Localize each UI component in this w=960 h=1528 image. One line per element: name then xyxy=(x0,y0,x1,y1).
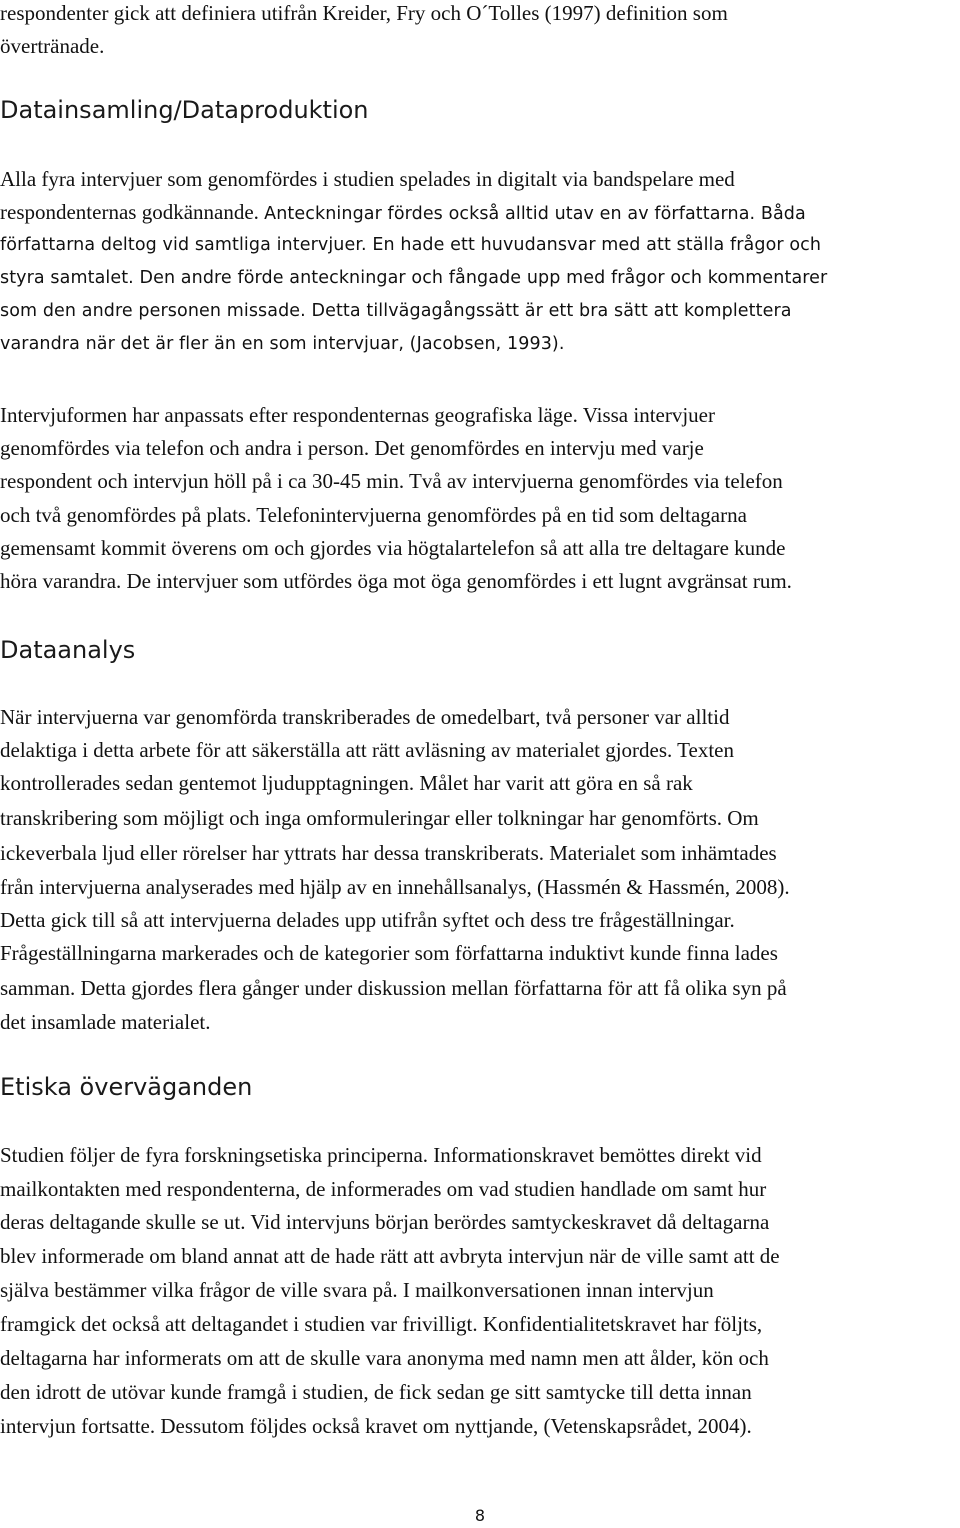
datainsamling-p2-line-3: respondent och intervjun höll på i ca 30-45 min. Två av intervjuerna genomfördes via telefon xyxy=(0,469,783,493)
etiska-line-4: blev informerade om bland annat att de hade rätt att avbryta intervjun när de ville samt att de xyxy=(0,1244,780,1268)
etiska-line-2: mailkontakten med respondenterna, de informerades om vad studien handlade om samt hur xyxy=(0,1177,767,1201)
etiska-line-8: den idrott de utövar kunde framgå i studien, de fick sedan ge sitt samtycke till detta innan xyxy=(0,1380,752,1404)
dataanalys-line-3: kontrollerades sedan gentemot ljudupptagningen. Målet har varit att göra en så rak xyxy=(0,771,693,795)
heading-datainsamling: Datainsamling/Dataproduktion xyxy=(0,96,369,124)
etiska-line-1: Studien följer de fyra forskningsetiska principerna. Informationskravet bemöttes direkt vid xyxy=(0,1143,762,1167)
heading-etiska-overvaganden: Etiska överväganden xyxy=(0,1073,253,1101)
intro-line-1: respondenter gick att definiera utifrån Kreider, Fry och O´Tolles (1997) definition som xyxy=(0,1,728,25)
etiska-line-5: själva bestämmer vilka frågor de ville svara på. I mailkonversationen innan intervjun xyxy=(0,1278,714,1302)
datainsamling-p2-line-6: höra varandra. De intervjuer som utfördes öga mot öga genomfördes i ett lugnt avgränsat rum. xyxy=(0,569,792,593)
datainsamling-p1-line-2-serif: respondenternas godkännande. xyxy=(0,200,265,224)
dataanalys-line-5: ickeverbala ljud eller rörelser har yttrats har dessa transkriberats. Materialet som inhämtades xyxy=(0,841,777,865)
dataanalys-line-9: samman. Detta gjordes flera gånger under diskussion mellan författarna för att få olika syn på xyxy=(0,976,787,1000)
etiska-line-3: deras deltagande skulle se ut. Vid intervjuns början berördes samtyckeskravet då deltagarna xyxy=(0,1210,770,1234)
datainsamling-p1-line-2 xyxy=(0,199,806,227)
dataanalys-line-4: transkribering som möjligt och inga omformuleringar eller tolkningar har genomförts. Om xyxy=(0,806,759,830)
dataanalys-line-10: det insamlade materialet. xyxy=(0,1010,211,1034)
datainsamling-p2-line-5: gemensamt kommit överens om och gjordes via högtalartelefon så att alla tre deltagare kunde xyxy=(0,536,786,560)
dataanalys-line-7: Detta gick till så att intervjuerna delades upp utifrån syftet och dess tre frågeställningar. xyxy=(0,908,735,932)
etiska-line-7: deltagarna har informerats om att de skulle vara anonyma med namn men att ålder, kön och xyxy=(0,1346,769,1370)
heading-dataanalys: Dataanalys xyxy=(0,636,136,664)
etiska-line-9: intervjun fortsatte. Dessutom följdes också kravet om nyttjande, (Vetenskapsrådet, 2004). xyxy=(0,1414,752,1438)
datainsamling-p1-line-4: styra samtalet. Den andre förde anteckningar och fångade upp med frågor och kommentarer xyxy=(0,268,828,288)
page-number: 8 xyxy=(474,1506,486,1525)
datainsamling-p1-line-5: som den andre personen missade. Detta tillvägagångssätt är ett bra sätt att komplettera xyxy=(0,301,792,321)
datainsamling-p1-line-3: författarna deltog vid samtliga intervjuer. En hade ett huvudansvar med att ställa frågor och xyxy=(0,235,822,255)
datainsamling-p1-line-1: Alla fyra intervjuer som genomfördes i studien spelades in digitalt via bandspelare med xyxy=(0,167,735,191)
datainsamling-p1-line-6: varandra när det är fler än en som intervjuar, (Jacobsen, 1993). xyxy=(0,334,565,354)
dataanalys-line-8: Frågeställningarna markerades och de kategorier som författarna induktivt kunde finna lades xyxy=(0,941,778,965)
dataanalys-line-2: delaktiga i detta arbete för att säkerställa att rätt avläsning av materialet gjordes. Texten xyxy=(0,738,735,762)
datainsamling-p2-line-1: Intervjuformen har anpassats efter respondenternas geografiska läge. Vissa intervjuer xyxy=(0,403,715,427)
intro-line-2: övertränade. xyxy=(0,34,105,58)
datainsamling-p2-line-4: och två genomfördes på plats. Telefonintervjuerna genomfördes på en tid som deltagarna xyxy=(0,503,747,527)
etiska-line-6: framgick det också att deltagandet i studien var frivilligt. Konfidentialitetskravet har följts, xyxy=(0,1312,763,1336)
datainsamling-p1-line-2-sans: Anteckningar fördes också alltid utav en av författarna. Båda xyxy=(264,204,806,224)
datainsamling-p2-line-2: genomfördes via telefon och andra i person. Det genomfördes en intervju med varje xyxy=(0,436,704,460)
dataanalys-line-6: från intervjuerna analyserades med hjälp av en innehållsanalys, (Hassmén & Hassmén, 2008). xyxy=(0,875,790,899)
dataanalys-line-1: När intervjuerna var genomförda transkriberades de omedelbart, två personer var alltid xyxy=(0,705,730,729)
